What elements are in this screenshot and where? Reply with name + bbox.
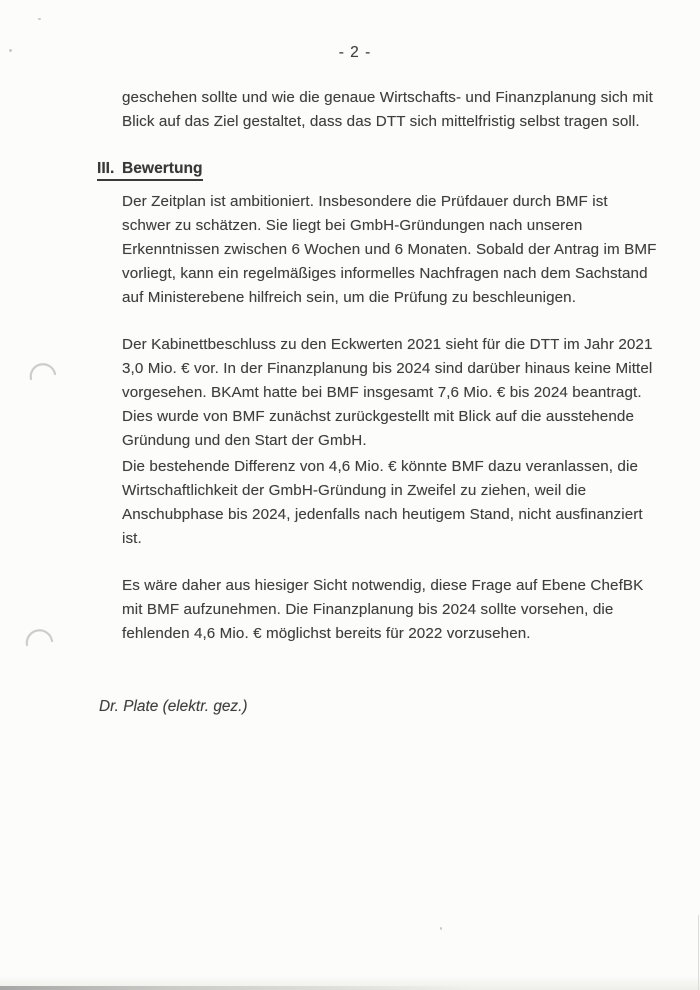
signature-line: Dr. Plate (elektr. gez.) [99, 698, 248, 715]
text-line: Wirtschaftlichkeit der GmbH-Gründung in Zweifel zu ziehen, weil die [122, 482, 587, 499]
text-line: geschehen sollte und wie die genaue Wirtschafts- und Finanzplanung sich mit [122, 89, 653, 106]
paragraph-recommendation [122, 574, 642, 646]
text-line: Es wäre daher aus hiesiger Sicht notwendig, diese Frage auf Ebene ChefBK [122, 577, 644, 594]
text-line: Der Zeitplan ist ambitioniert. Insbesondere die Prüfdauer durch BMF ist [122, 193, 608, 210]
text-line: Gründung und den Start der GmbH. [122, 432, 367, 449]
section-heading-underline [97, 160, 203, 181]
scan-edge-line [698, 915, 699, 990]
intro-paragraph [122, 86, 653, 134]
page-number: - 2 - [338, 44, 372, 61]
text-line: 3,0 Mio. € vor. In der Finanzplanung bis 2024 sind darüber hinaus keine Mittel [122, 360, 653, 377]
text-line: Die bestehende Differenz von 4,6 Mio. € könnte BMF dazu veranlassen, die [122, 458, 638, 475]
paragraph-budget [122, 333, 653, 453]
punch-hole-mark [31, 364, 55, 379]
punch-hole-mark [27, 630, 52, 645]
text-line: Dies wurde von BMF zunächst zurückgestellt mit Blick auf die ausstehende [122, 408, 634, 425]
scan-speck [9, 49, 12, 52]
text-line: Blick auf das Ziel gestaltet, dass das DTT sich mittelfristig selbst tragen soll. [122, 113, 640, 130]
paragraph-schedule [122, 190, 657, 310]
paragraph-difference [122, 455, 642, 551]
text-line: auf Ministerebene hilfreich sein, um die Prüfung zu beschleunigen. [122, 289, 577, 306]
scan-bottom-smudge [0, 986, 470, 990]
section-heading-bewertung [97, 160, 203, 181]
text-line: fehlenden 4,6 Mio. € möglichst bereits für 2022 vorzusehen. [122, 625, 531, 642]
text-line: vorgesehen. BKAmt hatte bei BMF insgesamt 7,6 Mio. € bis 2024 beantragt. [122, 384, 642, 401]
text-line: schwer zu schätzen. Sie liegt bei GmbH-Gründungen nach unseren [122, 217, 583, 234]
text-line: mit BMF aufzunehmen. Die Finanzplanung bis 2024 sollte vorsehen, die [122, 601, 614, 618]
section-title: Bewertung [122, 160, 203, 177]
text-line: Erkenntnissen zwischen 6 Wochen und 6 Monaten. Sobald der Antrag im BMF [122, 241, 657, 258]
text-line: ist. [122, 530, 142, 547]
text-line: Der Kabinettbeschluss zu den Eckwerten 2021 sieht für die DTT im Jahr 2021 [122, 336, 653, 353]
text-line: Anschubphase bis 2024, jedenfalls nach heutigem Stand, nicht ausfinanziert [122, 506, 643, 523]
scan-speck [440, 927, 442, 930]
text-line: vorliegt, kann ein regelmäßiges informelles Nachfragen nach dem Sachstand [122, 265, 648, 282]
scan-speck [38, 18, 41, 20]
section-number: III. [97, 160, 115, 177]
